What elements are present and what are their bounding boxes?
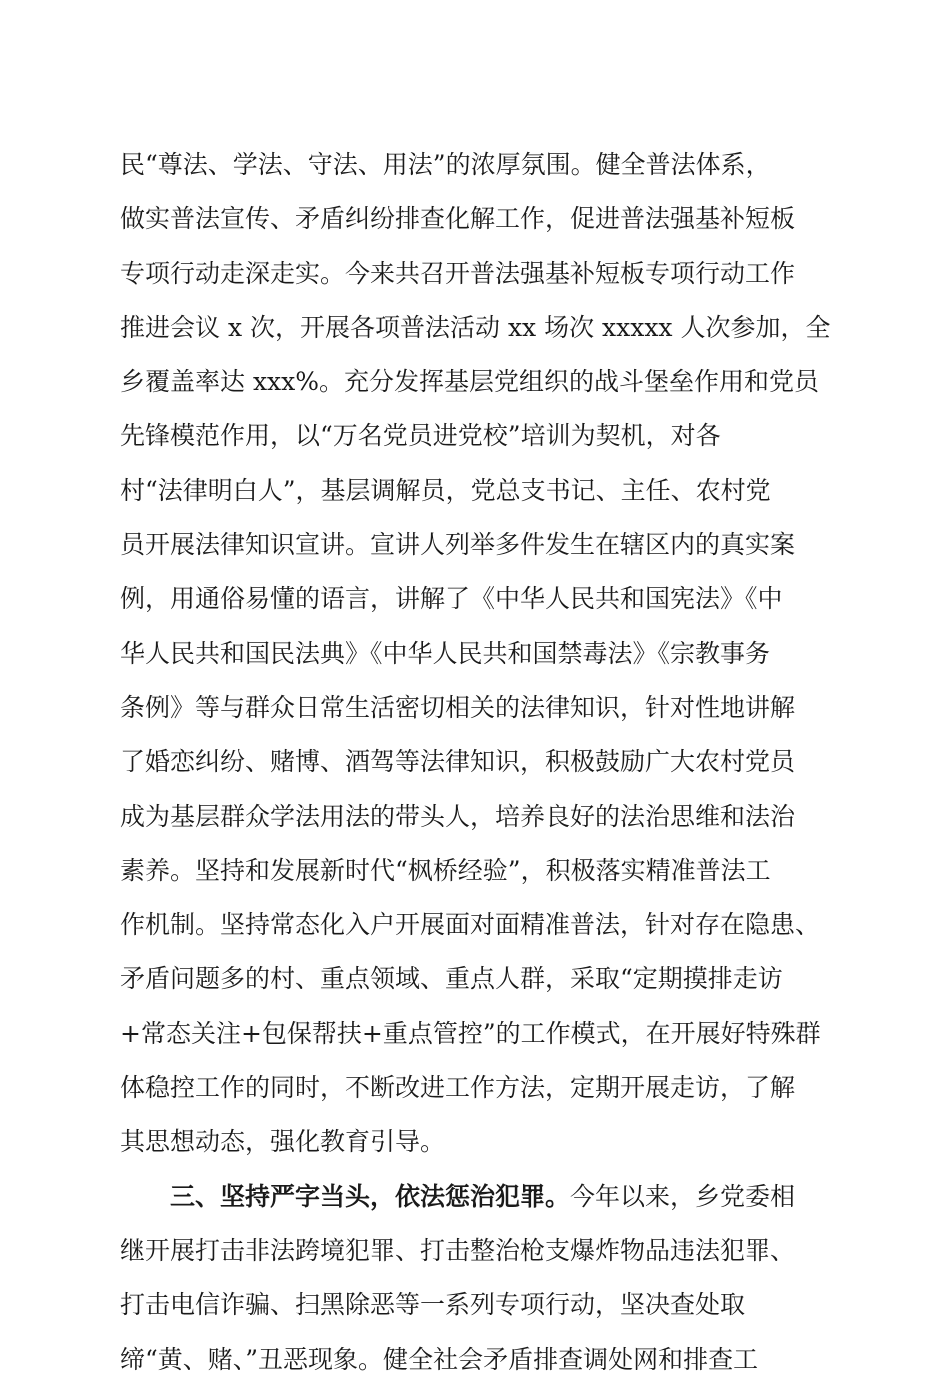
paragraph-line: 体稳控工作的同时，不断改进工作方法，定期开展走访，了解 (120, 1073, 796, 1103)
paragraph-line: 村“法律明白人”，基层调解员，党总支书记、主任、农村党 (120, 475, 771, 505)
section-line: 打击电信诈骗、扫黑除恶等一系列专项行动，坚决查处取 (120, 1290, 746, 1320)
paragraph-line: 做实普法宣传、矛盾纠纷排查化解工作，促进普法强基补短板 (120, 204, 796, 234)
paragraph-line: 了婚恋纠纷、赌博、酒驾等法律知识，积极鼓励广大农村党员 (120, 747, 796, 777)
section-line: 继开展打击非法跨境犯罪、打击整治枪支爆炸物品违法犯罪、 (120, 1235, 796, 1265)
paragraph-line: 先锋模范作用，以“万名党员进党校”培训为契机，对各 (120, 421, 721, 451)
paragraph-line: 例，用通俗易懂的语言，讲解了《中华人民共和国宪法》《中 (120, 584, 783, 614)
section-line: 缔“黄、赌、”丑恶现象。健全社会矛盾排查调处网和排查工 (120, 1344, 759, 1374)
paragraph-line: 成为基层群众学法用法的带头人，培养良好的法治思维和法治 (120, 801, 796, 831)
paragraph-line: 矛盾问题多的村、重点领域、重点人群，采取“定期摸排走访 (120, 964, 783, 994)
paragraph-line: 员开展法律知识宣讲。宣讲人列举多件发生在辖区内的真实案 (120, 530, 796, 560)
section-heading: 三、坚持严字当头，依法惩治犯罪。 (170, 1181, 571, 1211)
section-lead-text: 今年以来，乡党委相 (570, 1181, 796, 1211)
paragraph-line: 华人民共和国民法典》《中华人民共和国禁毒法》《宗教事务 (120, 638, 771, 668)
paragraph-line: 条例》等与群众日常生活密切相关的法律知识，针对性地讲解 (120, 692, 796, 722)
section-first-line (120, 1170, 840, 1224)
paragraph-line: 专项行动走深走实。今来共召开普法强基补短板专项行动工作 (120, 258, 796, 288)
paragraph-line: 民“尊法、学法、守法、用法”的浓厚氛围。健全普法体系， (120, 150, 771, 179)
paragraph-line: 素养。坚持和发展新时代“枫桥经验”，积极落实精准普法工 (120, 855, 771, 885)
body-text (120, 138, 840, 1387)
paragraph-line: 作机制。坚持常态化入户开展面对面精准普法，针对存在隐患、 (120, 910, 821, 940)
paragraph-line: 其思想动态，强化教育引导。 (120, 1127, 446, 1157)
paragraph-line: 乡覆盖率达 xxx%。充分发挥基层党组织的战斗堡垒作用和党员 (120, 367, 820, 397)
paragraph-line: 推进会议 x 次，开展各项普法活动 xx 场次 xxxxx 人次参加，全 (120, 312, 831, 342)
paragraph-line: +常态关注+包保帮扶+重点管控”的工作模式，在开展好特殊群 (120, 1018, 821, 1048)
